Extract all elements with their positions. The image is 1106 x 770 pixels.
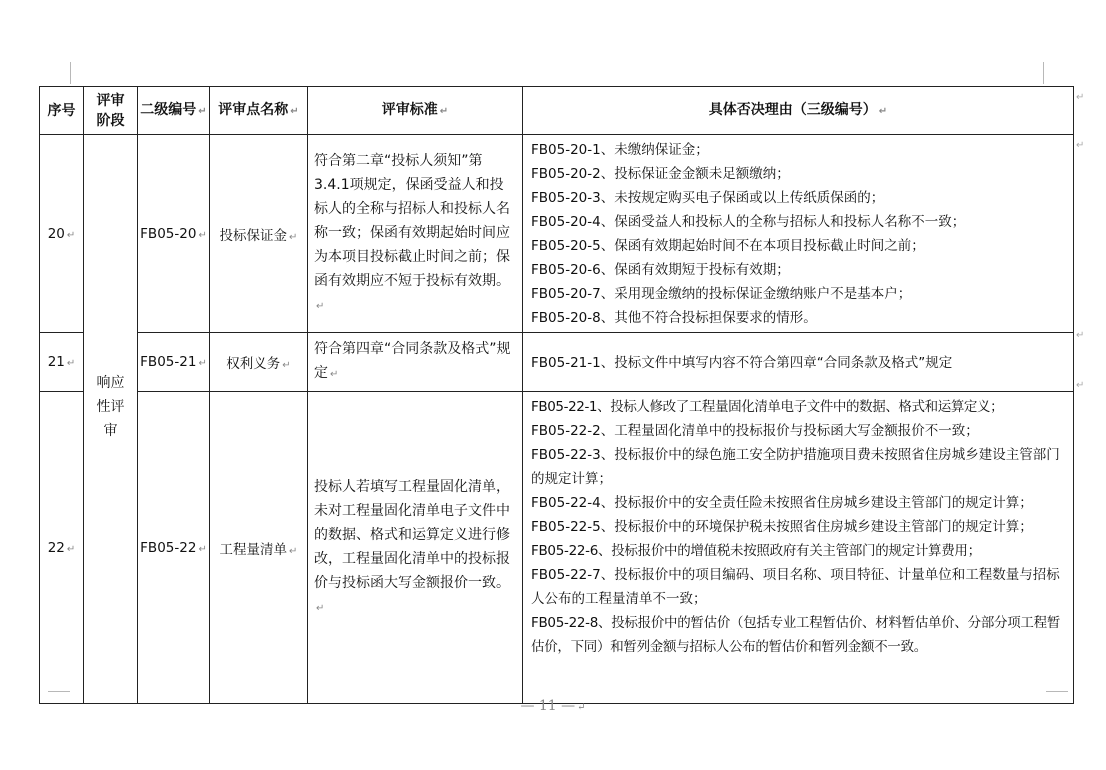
reason-item: FB05-20-7、采用现金缴纳的投标保证金缴纳账户不是基本户； bbox=[531, 286, 912, 302]
page-number: — 11 — ↵ bbox=[520, 698, 586, 714]
row-code: FB05-22 ↵ bbox=[138, 392, 210, 704]
row-seq: 20 ↵ bbox=[40, 135, 84, 333]
row-code: FB05-20 ↵ bbox=[138, 135, 210, 333]
reason-item: FB05-22-7、投标报价中的项目编码、项目名称、项目特征、计量单位和工程数量与招标人公布的工程量清单不一致； bbox=[531, 567, 1060, 607]
header-reasons: 具体否决理由（三级编号） ↵ bbox=[523, 87, 1074, 135]
row-code: FB05-21 ↵ bbox=[138, 333, 210, 392]
row-end-mark: ↵ bbox=[1076, 140, 1085, 151]
row-point: 工程量清单 ↵ bbox=[210, 392, 308, 704]
crop-mark-top-right bbox=[1043, 62, 1044, 84]
reason-item: FB05-22-4、投标报价中的安全责任险未按照省住房城乡建设主管部门的规定计算； bbox=[531, 495, 1033, 511]
reason-item: FB05-22-8、投标报价中的暂估价（包括专业工程暂估价、材料暂估单价、分部分项工程暂估价，下同）和暂列金额与招标人公布的暂估价和暂列金额不一致。 bbox=[531, 615, 1061, 655]
row-reasons bbox=[523, 135, 1074, 333]
row-point: 投标保证金 ↵ bbox=[210, 135, 308, 333]
row-seq: 22 ↵ bbox=[40, 392, 84, 704]
reason-item: FB05-20-1、未缴纳保证金； bbox=[531, 142, 709, 158]
table-row bbox=[40, 135, 1074, 333]
row-point: 权利义务 ↵ bbox=[210, 333, 308, 392]
reason-item: FB05-21-1、投标文件中填写内容不符合第四章“合同条款及格式”规定 bbox=[531, 354, 953, 371]
header-point: 评审点名称 ↵ bbox=[210, 87, 308, 135]
stage-label: 响应性评审 bbox=[96, 375, 125, 439]
reason-item: FB05-22-1、投标人修改了工程量固化清单电子文件中的数据、格式和运算定义； bbox=[531, 399, 1004, 415]
reason-item: FB05-22-3、投标报价中的绿色施工安全防护措施项目费未按照省住房城乡建设主管部门的规定计算； bbox=[531, 447, 1060, 487]
row-end-mark: ↵ bbox=[1076, 330, 1085, 341]
row-reasons bbox=[523, 333, 1074, 392]
header-stage: 评审阶段 bbox=[84, 87, 138, 135]
review-criteria-table bbox=[39, 86, 1074, 704]
row-standard: 投标人若填写工程量固化清单，未对工程量固化清单电子文件中的数据、格式和运算定义进行修改，工程量固化清单中的投标报价与投标函大写金额报价一致。↵ bbox=[308, 392, 523, 704]
row-seq: 21 ↵ bbox=[40, 333, 84, 392]
reason-item: FB05-20-6、保函有效期短于投标有效期； bbox=[531, 262, 790, 278]
reason-item: FB05-20-2、投标保证金金额未足额缴纳； bbox=[531, 166, 790, 182]
reason-item: FB05-20-5、保函有效期起始时间不在本项目投标截止时间之前； bbox=[531, 238, 925, 254]
reason-item: FB05-20-3、未按规定购买电子保函或以上传纸质保函的； bbox=[531, 190, 885, 206]
table-header-row bbox=[40, 87, 1074, 135]
table-row bbox=[40, 392, 1074, 704]
stage-cell bbox=[84, 135, 138, 704]
row-standard: 符合第四章“合同条款及格式”规定 ↵ bbox=[308, 333, 523, 392]
header-code: 二级编号 ↵ bbox=[138, 87, 210, 135]
row-end-mark: ↵ bbox=[1076, 380, 1085, 391]
reason-item: FB05-22-5、投标报价中的环境保护税未按照省住房城乡建设主管部门的规定计算； bbox=[531, 519, 1033, 535]
row-standard: 符合第二章“投标人须知”第3.4.1项规定，保函受益人和投标人的全称与招标人和投标人名称一致；保函有效期起始时间应为本项目投标截止时间之前；保函有效期应不短于投标有效期。↵ bbox=[308, 135, 523, 333]
reason-item: FB05-22-6、投标报价中的增值税未按照政府有关主管部门的规定计算费用； bbox=[531, 543, 981, 559]
header-seq: 序号 bbox=[40, 87, 84, 135]
reason-item: FB05-20-4、保函受益人和投标人的全称与招标人和投标人名称不一致； bbox=[531, 214, 966, 230]
reason-item: FB05-20-8、其他不符合投标担保要求的情形。 bbox=[531, 310, 817, 326]
table-row bbox=[40, 333, 1074, 392]
crop-mark-top-left bbox=[70, 62, 71, 84]
reason-item: FB05-22-2、工程量固化清单中的投标报价与投标函大写金额报价不一致； bbox=[531, 423, 979, 439]
row-reasons bbox=[523, 392, 1074, 704]
header-standard: 评审标准 ↵ bbox=[308, 87, 523, 135]
row-end-mark: ↵ bbox=[1076, 92, 1085, 103]
